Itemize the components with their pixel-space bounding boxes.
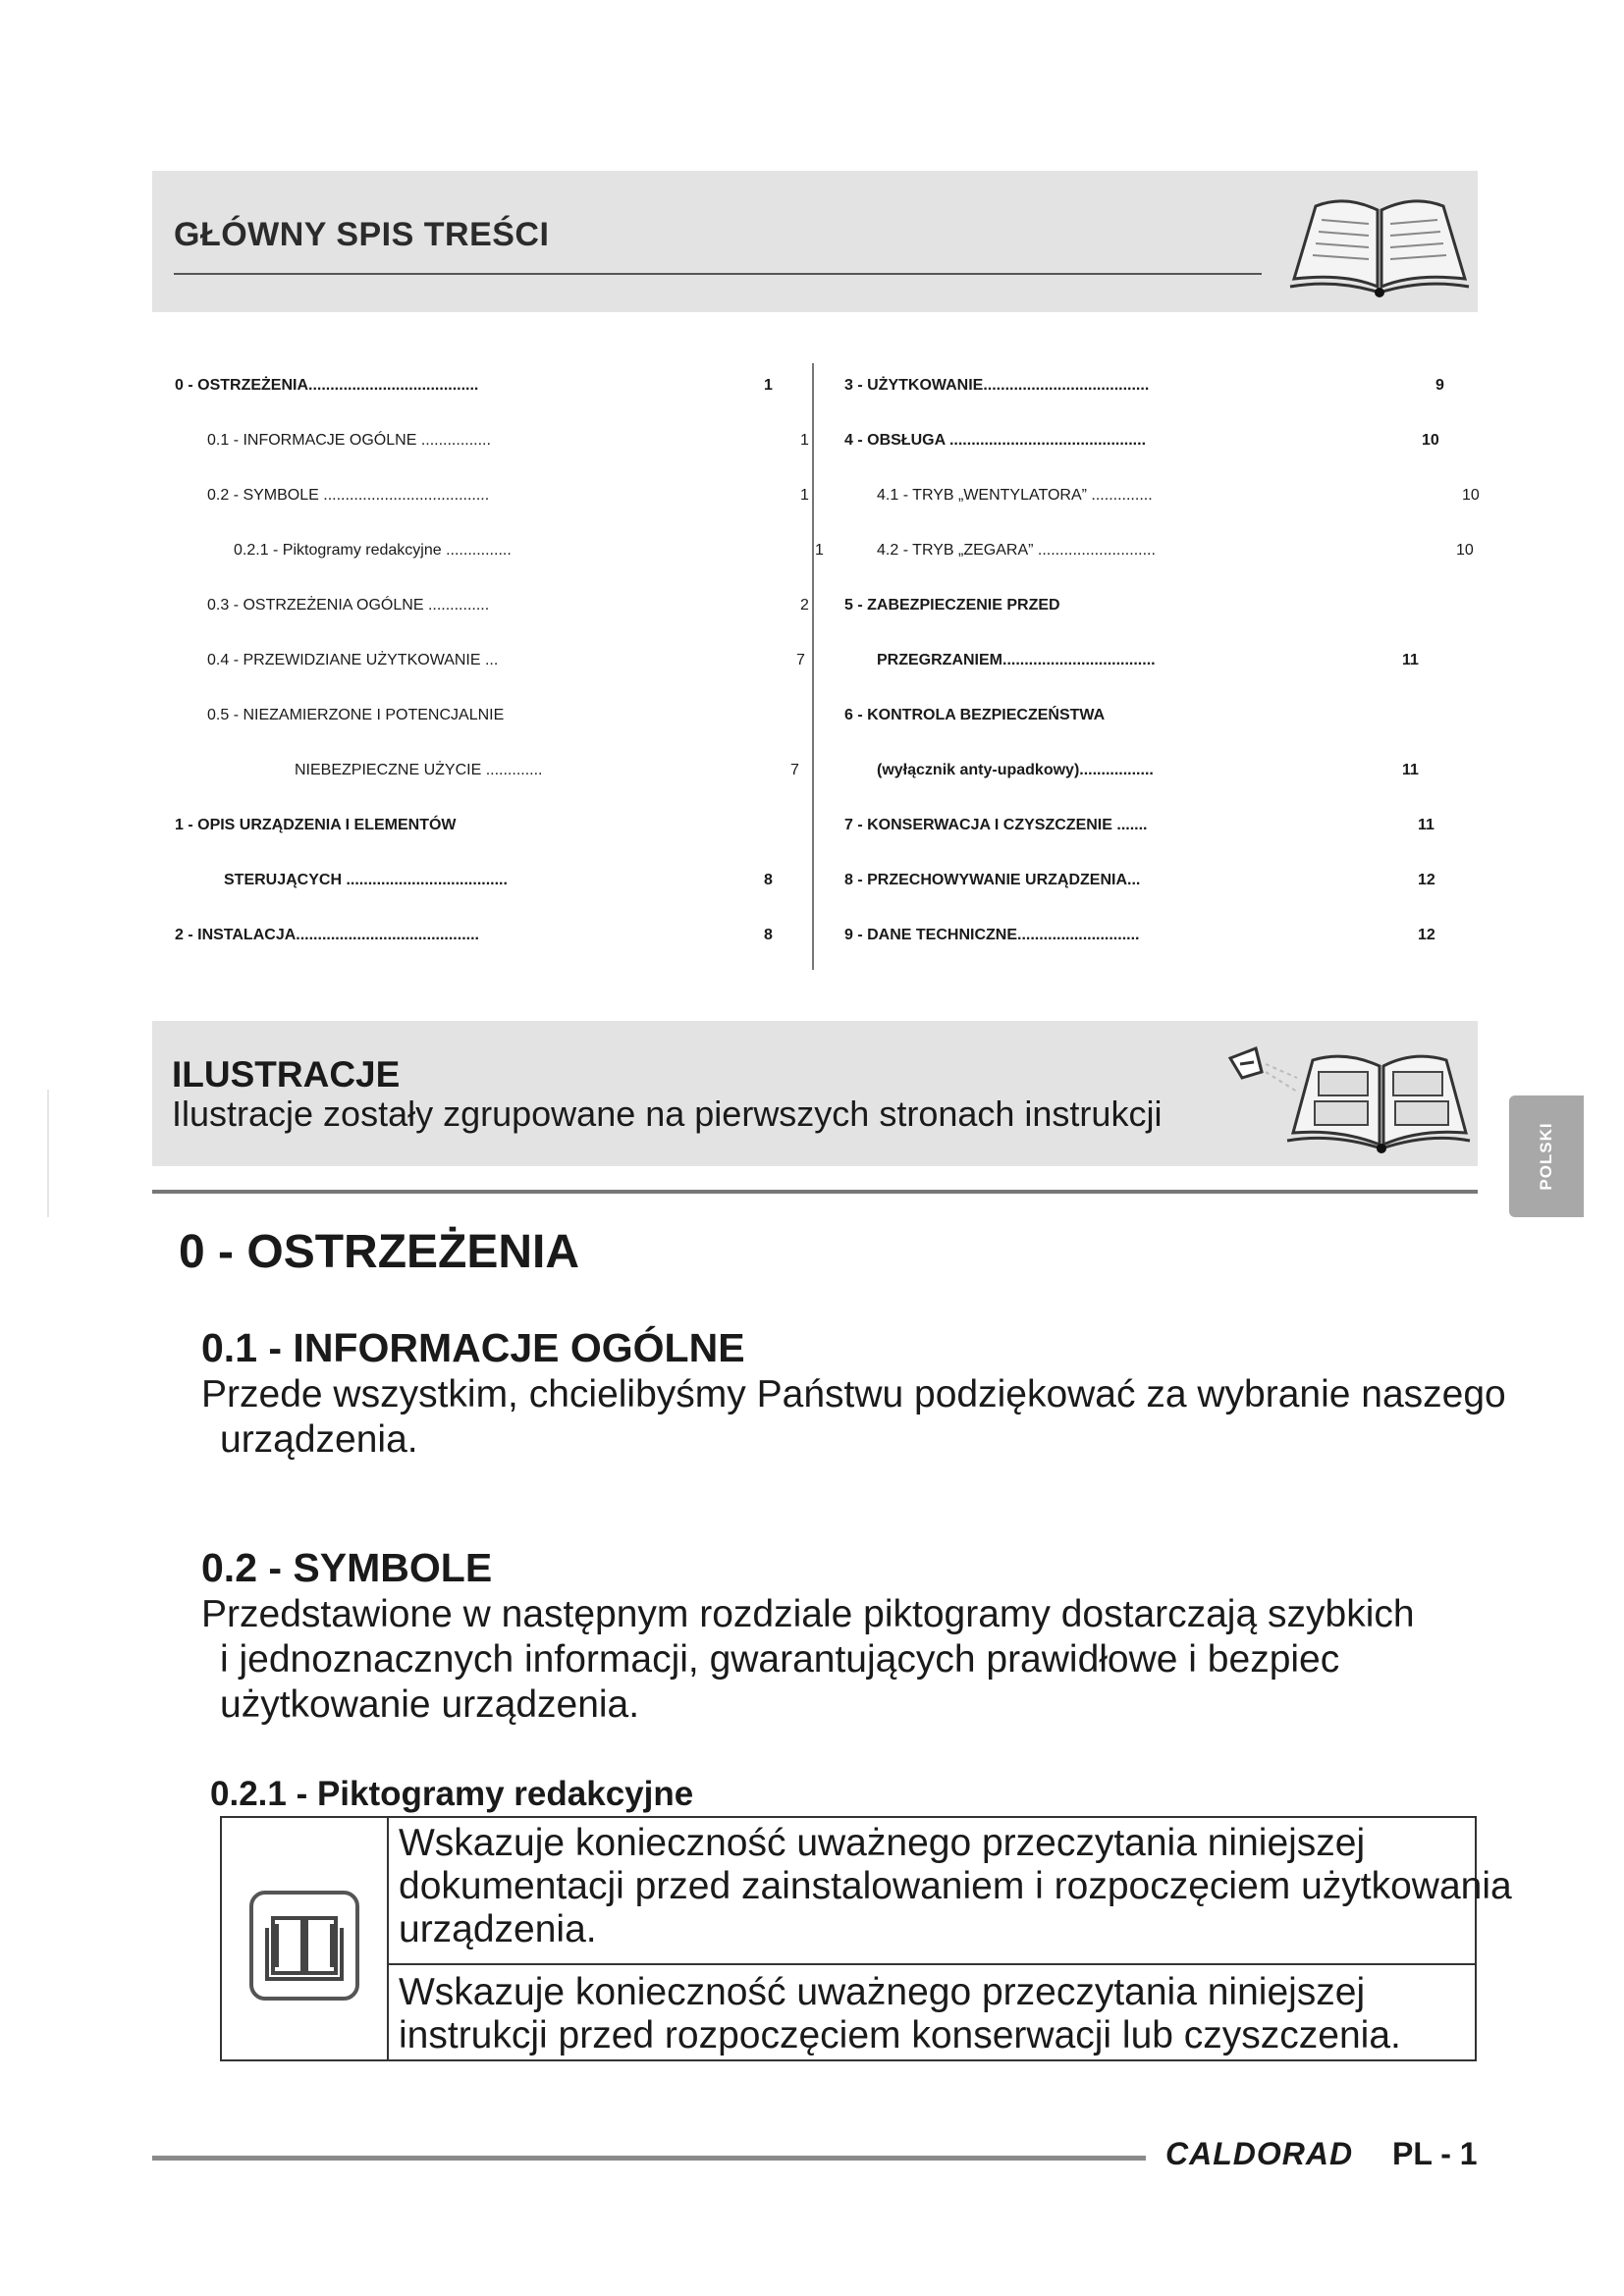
- toc-entry[interactable]: 4.2 - TRYB „ZEGARA” ........................... 10: [877, 542, 1474, 559]
- language-side-tab[interactable]: [1509, 1095, 1584, 1217]
- toc-entry-continued[interactable]: NIEBEZPIECZNE UŻYCIE ............. 7: [295, 762, 799, 778]
- language-label: POLSKI: [1537, 1122, 1555, 1191]
- pictogram-row-1-line-1: Wskazuje konieczność uważnego przeczytania niniejszej: [399, 1822, 1366, 1864]
- open-book-icon: [1286, 185, 1473, 300]
- toc-entry[interactable]: 0.4 - PRZEWIDZIANE UŻYTKOWANIE ... 7: [207, 652, 805, 668]
- pictogram-row-1-line-3: urządzenia.: [399, 1908, 597, 1950]
- pictogram-table: [220, 1816, 1512, 2061]
- pictogram-icon-cell: [222, 1818, 389, 2059]
- toc-entry[interactable]: 0.2 - SYMBOLE ...................................... 1: [207, 487, 809, 504]
- toc-entry[interactable]: 1 - OPIS URZĄDZENIA I ELEMENTÓW: [175, 817, 457, 833]
- toc-entry[interactable]: 0.1 - INFORMACJE OGÓLNE ................ 1: [207, 432, 809, 449]
- section-0-1-heading: 0.1 - INFORMACJE OGÓLNE: [201, 1325, 745, 1370]
- section-0-heading: 0 - OSTRZEŻENIA: [179, 1226, 580, 1278]
- section-0-1-line-1: Przede wszystkim, chcielibyśmy Państwu podziękować za wybranie naszego: [201, 1373, 1506, 1415]
- toc-entry[interactable]: 4.1 - TRYB „WENTYLATORA” .............. 10: [877, 487, 1480, 504]
- footer-page-number: PL - 1: [1392, 2136, 1478, 2171]
- toc-entry[interactable]: 5 - ZABEZPIECZENIE PRZED: [844, 597, 1060, 614]
- footer-brand: CALDORAD: [1165, 2136, 1354, 2171]
- illustrations-divider: [152, 1190, 1478, 1194]
- page-edge-mark: [47, 1090, 49, 1217]
- illustrations-bar: [152, 1021, 1478, 1166]
- toc-column-divider: [812, 363, 814, 970]
- toc-entry[interactable]: 6 - KONTROLA BEZPIECZEŃSTWA: [844, 707, 1106, 723]
- section-0-2-heading: 0.2 - SYMBOLE: [201, 1545, 493, 1590]
- toc-entry[interactable]: 2 - INSTALACJA.......................................... 8: [175, 927, 773, 943]
- toc-entry[interactable]: 7 - KONSERWACJA I CZYSZCZENIE ....... 11: [844, 817, 1435, 833]
- toc-title-underline: [174, 273, 1262, 275]
- section-0-2-line-3: użytkowanie urządzenia.: [220, 1683, 640, 1726]
- manual-book-icon: [247, 1889, 361, 2002]
- section-0-2-line-1: Przedstawione w następnym rozdziale piktogramy dostarczają szybkich: [201, 1593, 1415, 1635]
- toc-entry-continued[interactable]: STERUJĄCYCH ..................................... 8: [224, 872, 773, 888]
- section-0-2-line-2: i jednoznacznych informacji, gwarantujących prawidłowe i bezpiec: [220, 1638, 1340, 1681]
- toc-entry[interactable]: 0 - OSTRZEŻENIA....................................... 1: [175, 377, 773, 394]
- toc-entry[interactable]: 0.2.1 - Piktogramy redakcyjne ............... 1: [234, 542, 824, 559]
- toc-title: GŁÓWNY SPIS TREŚCI: [174, 216, 550, 253]
- illustrations-subtitle: Ilustracje zostały zgrupowane na pierwszych stronach instrukcji: [172, 1094, 1163, 1134]
- toc-entry[interactable]: 0.5 - NIEZAMIERZONE I POTENCJALNIE: [207, 707, 505, 723]
- toc-entry[interactable]: 0.3 - OSTRZEŻENIA OGÓLNE .............. 2: [207, 597, 809, 614]
- pictogram-row-divider: [387, 1963, 1477, 1965]
- toc-header-bar: [152, 171, 1478, 312]
- section-0-1-line-2: urządzenia.: [220, 1418, 418, 1461]
- footer-rule: [152, 2156, 1146, 2161]
- toc-entry-continued[interactable]: PRZEGRZANIEM................................... 11: [877, 652, 1419, 668]
- toc-entry-continued[interactable]: (wyłącznik anty-upadkowy)................. 11: [877, 762, 1419, 778]
- toc-entry[interactable]: 8 - PRZECHOWYWANIE URZĄDZENIA... 12: [844, 872, 1435, 888]
- section-0-2-1-heading: 0.2.1 - Piktogramy redakcyjne: [210, 1775, 694, 1813]
- pictogram-row-2-line-1: Wskazuje konieczność uważnego przeczytania niniejszej: [399, 1971, 1366, 2013]
- illustrations-title: ILUSTRACJE: [172, 1054, 401, 1095]
- toc-entry[interactable]: 4 - OBSŁUGA ............................................. 10: [844, 432, 1439, 449]
- toc-entry[interactable]: 9 - DANE TECHNICZNE............................ 12: [844, 927, 1435, 943]
- toc-entry[interactable]: 3 - UŻYTKOWANIE...................................... 9: [844, 377, 1444, 394]
- pictogram-row-1-line-2: dokumentacji przed zainstalowaniem i rozpoczęciem użytkowania: [399, 1865, 1512, 1907]
- pictogram-row-2-line-2: instrukcji przed rozpoczęciem konserwacji lub czyszczenia.: [399, 2014, 1401, 2056]
- illustrated-book-icon: [1222, 1042, 1473, 1156]
